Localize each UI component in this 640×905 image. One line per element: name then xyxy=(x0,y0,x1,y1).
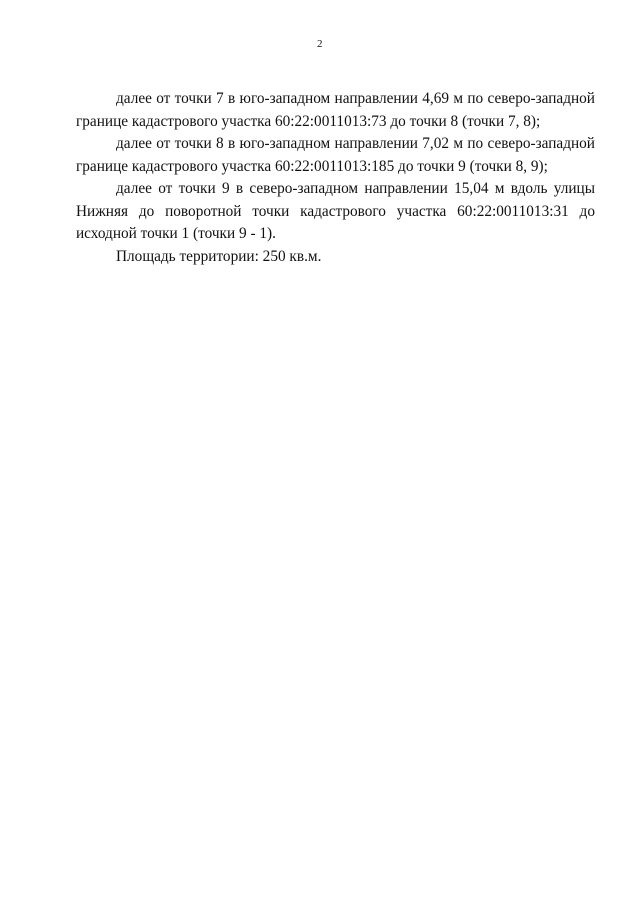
boundary-paragraph-point-9: далее от точки 9 в северо-западном направлении 15,04 м вдоль улицы Нижняя до поворотной точки кадастрового участка 60:22:0011013:31 до исходной точки 1 (точки 9 - 1). xyxy=(76,180,595,242)
boundary-paragraph-point-7: далее от точки 7 в юго-западном направлении 4,69 м по северо-западной границе кадастрового участка 60:22:0011013:73 до точки 8 (точки 7, 8); xyxy=(76,90,595,130)
page-number: 2 xyxy=(317,38,323,50)
boundary-paragraph-point-8: далее от точки 8 в юго-западном направлении 7,02 м по северо-западной границе кадастрового участка 60:22:0011013:185 до точки 9 (точки 8, 9); xyxy=(76,135,595,175)
document-body xyxy=(76,88,595,268)
territory-area-paragraph: Площадь территории: 250 кв.м. xyxy=(116,247,322,265)
